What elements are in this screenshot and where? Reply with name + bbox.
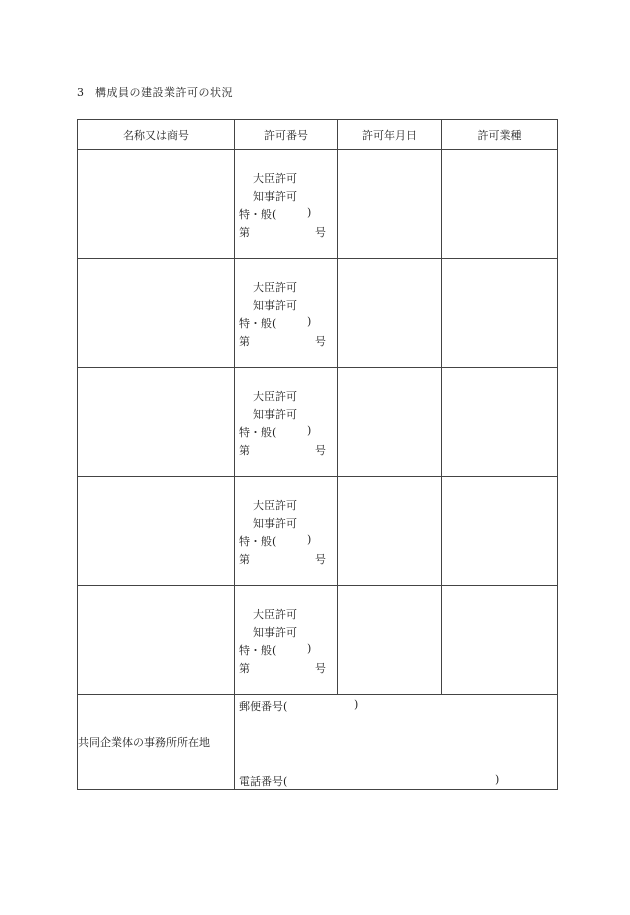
permit-date-cell[interactable] [338,586,442,695]
permit-governor-label: 知事許可 [253,408,297,421]
phone-number-field[interactable] [239,773,501,789]
permit-minister-label: 大臣許可 [253,172,297,185]
permit-governor-label: 知事許可 [253,299,297,312]
table-row [78,150,558,259]
permit-number-suffix: 号 [315,553,326,566]
permit-class-label: 特・般( [239,644,277,657]
name-cell[interactable] [78,586,235,695]
permit-number-cell[interactable] [235,150,338,259]
permit-number-cell[interactable] [235,259,338,368]
permit-class-label: 特・般( [239,317,277,330]
permit-type-cell[interactable] [442,477,558,586]
section-heading [77,84,233,100]
name-cell[interactable] [78,150,235,259]
permit-class-close: ) [307,533,312,546]
permit-type-cell[interactable] [442,368,558,477]
table-row [78,259,558,368]
permit-number-prefix: 第 [239,444,250,457]
permit-number-prefix: 第 [239,662,250,675]
permit-class-label: 特・般( [239,208,277,221]
permit-class-close: ) [307,642,312,655]
permit-class-close: ) [307,424,312,437]
permit-governor-label: 知事許可 [253,626,297,639]
permit-minister-label: 大臣許可 [253,608,297,621]
permit-number-suffix: 号 [315,335,326,348]
postal-code-field[interactable] [239,698,359,714]
permit-number-cell[interactable] [235,477,338,586]
permit-class-close: ) [307,315,312,328]
phone-number-label: 電話番号( [239,775,288,788]
column-header-permit-number: 許可番号 [235,120,338,150]
permit-date-cell[interactable] [338,150,442,259]
name-cell[interactable] [78,368,235,477]
permit-minister-label: 大臣許可 [253,281,297,294]
permit-number-suffix: 号 [315,226,326,239]
permit-number-cell[interactable] [235,586,338,695]
permit-date-cell[interactable] [338,368,442,477]
permit-class-label: 特・般( [239,535,277,548]
permit-number-prefix: 第 [239,226,250,239]
permit-number-suffix: 号 [315,662,326,675]
column-header-permit-date: 許可年月日 [338,120,442,150]
permit-type-cell[interactable] [442,586,558,695]
permit-number-cell[interactable] [235,368,338,477]
table-row [78,477,558,586]
permit-date-cell[interactable] [338,477,442,586]
section-number: 3 [77,86,85,99]
table-row [78,368,558,477]
office-address-row [78,695,558,790]
permit-number-suffix: 号 [315,444,326,457]
name-cell[interactable] [78,477,235,586]
permit-number-prefix: 第 [239,553,250,566]
postal-code-label: 郵便番号( [239,700,288,713]
column-header-permit-type: 許可業種 [442,120,558,150]
permit-minister-label: 大臣許可 [253,499,297,512]
office-address-label: 共同企業体の事務所所在地 [78,695,235,790]
permit-class-close: ) [307,206,312,219]
permit-number-prefix: 第 [239,335,250,348]
table-row [78,586,558,695]
name-cell[interactable] [78,259,235,368]
phone-number-close: ) [495,773,500,786]
permit-type-cell[interactable] [442,259,558,368]
office-address-cell[interactable] [235,695,558,790]
permit-type-cell[interactable] [442,150,558,259]
section-title: 構成員の建設業許可の状況 [95,86,233,99]
postal-code-close: ) [354,698,359,711]
table-header-row [78,120,558,150]
permit-date-cell[interactable] [338,259,442,368]
permit-governor-label: 知事許可 [253,190,297,203]
permit-governor-label: 知事許可 [253,517,297,530]
column-header-name: 名称又は商号 [78,120,235,150]
permit-minister-label: 大臣許可 [253,390,297,403]
permit-class-label: 特・般( [239,426,277,439]
permit-table [77,119,558,790]
